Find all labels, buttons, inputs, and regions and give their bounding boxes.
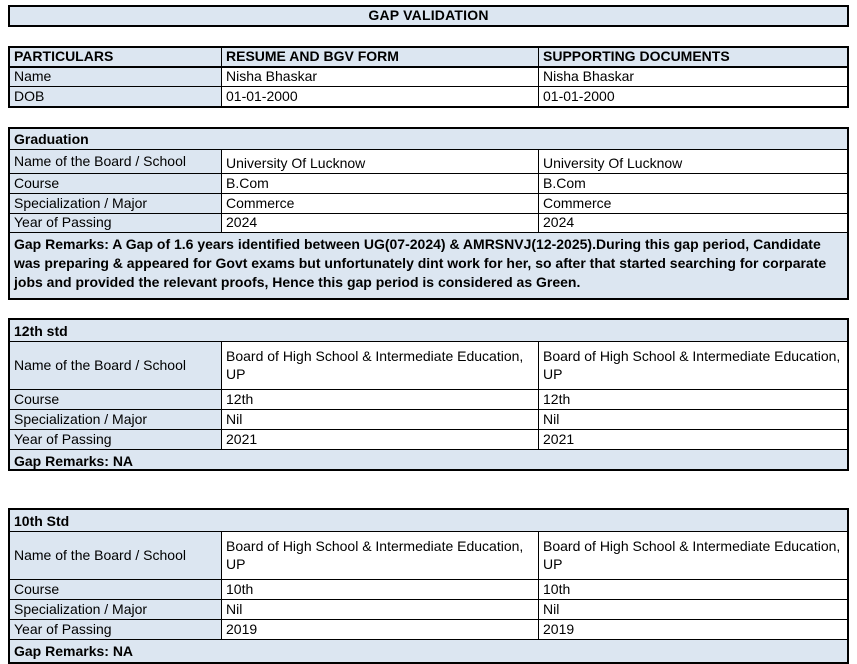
cell-dob-supporting: 01-01-2000 bbox=[543, 88, 615, 104]
cell-board-supporting: Board of High School & Intermediate Education, UP bbox=[539, 532, 847, 580]
row-label-year: Year of Passing bbox=[10, 620, 222, 640]
row-label-course: Course bbox=[10, 174, 222, 194]
cell-specialization-resume: Nil bbox=[222, 410, 539, 430]
cell-specialization-supporting: Commerce bbox=[539, 194, 847, 214]
cell-year-supporting: 2024 bbox=[539, 214, 847, 233]
row-label-course: Course bbox=[10, 390, 222, 410]
cell-specialization-supporting: Nil bbox=[539, 600, 847, 620]
column-header-supporting: SUPPORTING DOCUMENTS bbox=[539, 48, 847, 68]
cell-course-resume: 10th bbox=[222, 580, 539, 600]
cell-year-resume: 2019 bbox=[222, 620, 539, 640]
cell-board-supporting: University Of Lucknow bbox=[539, 150, 847, 174]
row-label-board: Name of the Board / School bbox=[10, 532, 222, 580]
cell-specialization-resume: Nil bbox=[222, 600, 539, 620]
column-header-resume: RESUME AND BGV FORM bbox=[222, 48, 539, 68]
row-label-dob: DOB bbox=[10, 87, 222, 106]
section-header-12th: 12th std bbox=[10, 320, 847, 342]
column-header-particulars: PARTICULARS bbox=[10, 48, 222, 68]
particulars-table bbox=[8, 46, 849, 108]
gap-remarks-12th: Gap Remarks: NA bbox=[10, 450, 847, 469]
row-label-year: Year of Passing bbox=[10, 214, 222, 233]
gap-remarks-graduation: Gap Remarks: A Gap of 1.6 years identified between UG(07-2024) & AMRSNVJ(12-2025).During this gap period, Candidate was preparing & appeared for Govt exams but unfortunately dint work for her, so after that started searching for corparate jobs and provided the relevant proofs, Hence this gap period is considered as Green. bbox=[10, 233, 847, 298]
cell-year-resume: 2021 bbox=[222, 430, 539, 450]
cell-board-resume: Board of High School & Intermediate Education, UP bbox=[222, 532, 539, 580]
section-table-graduation bbox=[8, 127, 849, 300]
cell-name-supporting: Nisha Bhaskar bbox=[539, 68, 847, 87]
cell-year-supporting: 2021 bbox=[539, 430, 847, 450]
cell-board-resume: University Of Lucknow bbox=[222, 150, 539, 174]
row-label-board: Name of the Board / School bbox=[10, 342, 222, 390]
cell-specialization-supporting: Nil bbox=[539, 410, 847, 430]
page-title: GAP VALIDATION bbox=[8, 5, 849, 27]
cell-course-resume: B.Com bbox=[222, 174, 539, 194]
cell-name-resume: Nisha Bhaskar bbox=[222, 68, 539, 87]
cell-year-resume: 2024 bbox=[222, 214, 539, 233]
row-label-specialization: Specialization / Major bbox=[10, 194, 222, 214]
row-label-course: Course bbox=[10, 580, 222, 600]
section-table-12th bbox=[8, 318, 849, 471]
cell-year-supporting: 2019 bbox=[539, 620, 847, 640]
cell-course-supporting: 10th bbox=[539, 580, 847, 600]
row-label-specialization: Specialization / Major bbox=[10, 410, 222, 430]
section-header-10th: 10th Std bbox=[10, 510, 847, 532]
row-label-board: Name of the Board / School bbox=[10, 150, 222, 174]
cell-course-supporting: 12th bbox=[539, 390, 847, 410]
section-table-10th bbox=[8, 508, 849, 664]
cell-dob-resume: 01-01-2000 bbox=[222, 87, 539, 106]
gap-remarks-10th: Gap Remarks: NA bbox=[10, 640, 847, 662]
cell-course-supporting: B.Com bbox=[539, 174, 847, 194]
row-label-year: Year of Passing bbox=[10, 430, 222, 450]
section-header-graduation: Graduation bbox=[10, 129, 847, 150]
row-label-name: Name bbox=[10, 68, 222, 87]
cell-specialization-resume: Commerce bbox=[222, 194, 539, 214]
cell-board-supporting: Board of High School & Intermediate Education, UP bbox=[539, 342, 847, 390]
cell-board-resume: Board of High School & Intermediate Education, UP bbox=[222, 342, 539, 390]
cell-course-resume: 12th bbox=[222, 390, 539, 410]
row-label-specialization: Specialization / Major bbox=[10, 600, 222, 620]
